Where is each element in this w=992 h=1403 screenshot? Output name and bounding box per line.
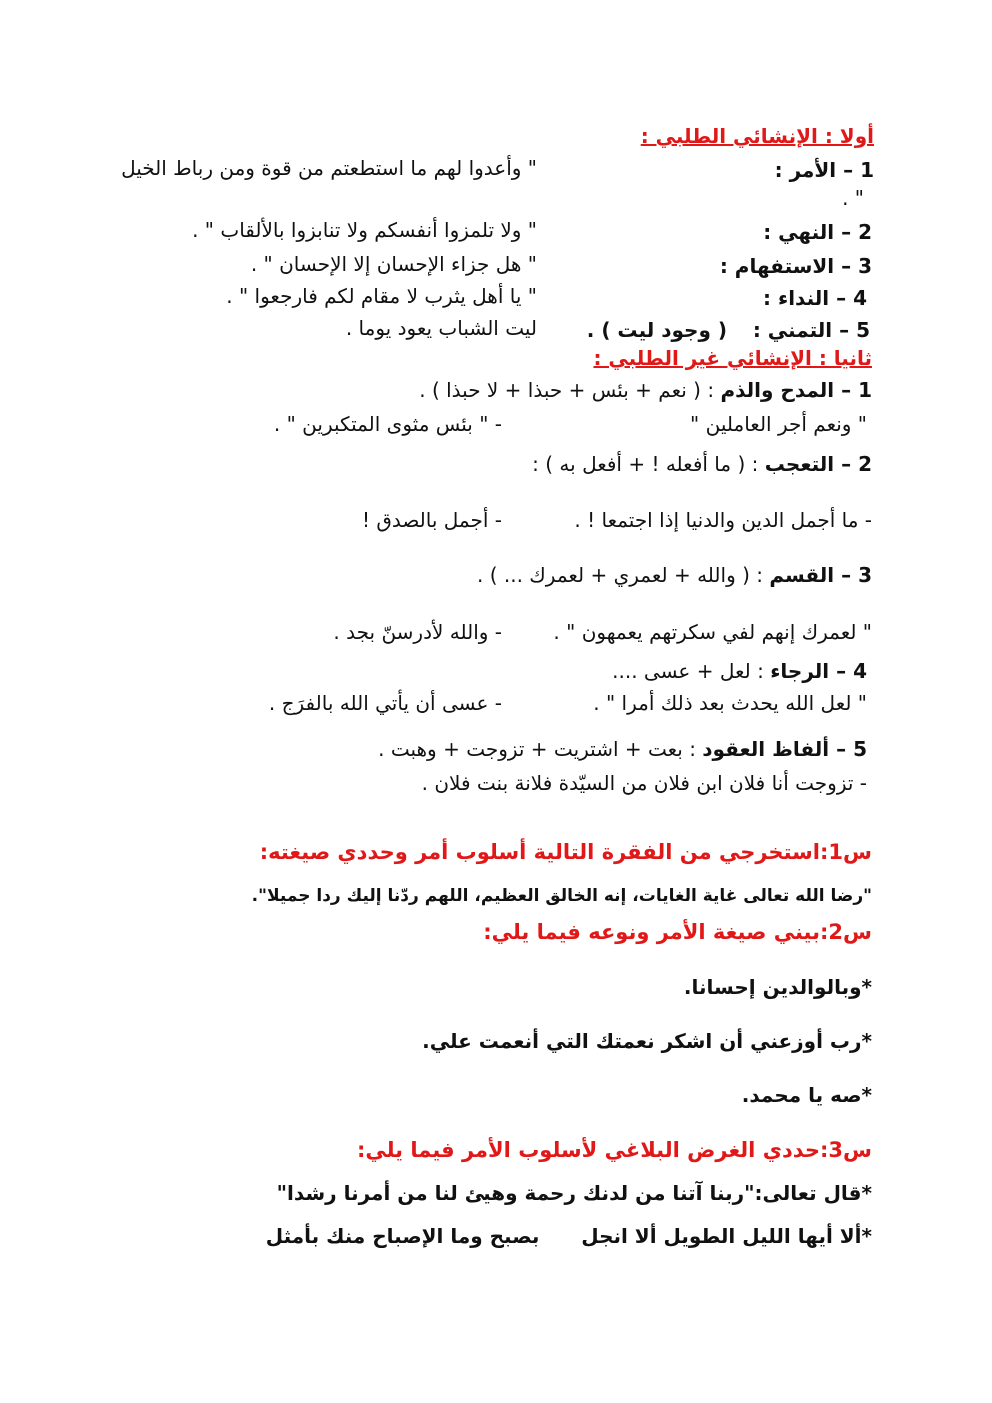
section2-item4-ex1: " لعل الله يحدث بعد ذلك أمرا " . <box>593 691 867 715</box>
section2-item3-rule: : ( والله + لعمري + لعمرك ... ) . <box>477 563 763 587</box>
section1-item1-label: 1 – الأمر : <box>774 158 874 182</box>
q2-item-2: *رب أوزعني أن اشكر نعمتك التي أنعمت علي. <box>422 1029 872 1053</box>
q2-item-3: *صه يا محمد. <box>741 1083 872 1107</box>
section1-item1-example: " وأعدوا لهم ما استطعتم من قوة ومن رباط الخيل <box>121 156 537 180</box>
q3-item-1: *قال تعالى:"ربنا آتنا من لدنك رحمة وهيئ لنا من أمرنا رشدا" <box>276 1181 872 1205</box>
section2-item1 <box>419 378 872 402</box>
section1-item2-example: " ولا تلمزوا أنفسكم ولا تنابزوا بالألقاب " . <box>192 218 537 242</box>
section2-item4-rule: : لعل + عسى .... <box>612 659 764 683</box>
section2-item5 <box>378 737 867 761</box>
section2-item4-label: 4 – الرجاء <box>770 659 867 683</box>
section1-item5-example: ليت الشباب يعود يوما . <box>345 316 537 340</box>
section2-item2-ex1: - ما أجمل الدين والدنيا إذا اجتمعا ! . <box>574 508 872 532</box>
section2-item1-ex1: " ونعم أجر العاملين " <box>690 412 867 436</box>
section1-item2-label: 2 – النهي : <box>763 220 872 244</box>
section2-title: ثانيا : الإنشائي غير الطلبي : <box>593 346 872 370</box>
section2-item2 <box>532 452 872 476</box>
section2-item5-label: 5 – ألفاظ العقود <box>702 737 867 761</box>
section1-item5-label: 5 – التمني : <box>752 318 870 342</box>
section2-item2-ex2: - أجمل بالصدق ! <box>361 508 502 532</box>
section1-item4-label: 4 – النداء : <box>763 286 867 310</box>
section2-item3 <box>477 563 872 587</box>
section2-item3-label: 3 – القسم <box>769 563 872 587</box>
section2-item3-ex2: - والله لأدرسنّ بجد . <box>333 620 502 644</box>
section1-item4-example: " يا أهل يثرب لا مقام لكم فارجعوا " . <box>226 284 537 308</box>
q3-title: س3:حددي الغرض البلاغي لأسلوب الأمر فيما يلي: <box>356 1138 872 1162</box>
section1-item5-note: ( وجود ليت ) . <box>586 318 727 342</box>
section2-item2-label: 2 – التعجب <box>764 452 872 476</box>
section1-item3-example: " هل جزاء الإحسان إلا الإحسان " . <box>250 252 537 276</box>
section2-item1-label: 1 – المدح والذم <box>720 378 872 402</box>
section2-item5-rule: : بعت + اشتريت + تزوجت + وهبت . <box>378 737 696 761</box>
q2-title: س2:بيني صيغة الأمر ونوعه فيما يلي: <box>483 920 872 944</box>
q1-text: "رضا الله تعالى غاية الغايات، إنه الخالق العظيم، اللهم ردّنا إليك ردا جميلا". <box>251 886 872 906</box>
section2-item2-rule: : ( ما أفعله ! + أفعل به ) : <box>532 452 759 476</box>
q1-title: س1:استخرجي من الفقرة التالية أسلوب أمر وحددي صيغته: <box>259 840 872 864</box>
q2-item-1: *وبالوالدين إحسانا. <box>683 975 872 999</box>
section1-item1-example-cont: " . <box>842 186 864 210</box>
section2-item4-ex2: - عسى أن يأتي الله بالفرَج . <box>268 691 502 715</box>
section1-item3-label: 3 – الاستفهام : <box>719 254 872 278</box>
section2-item1-ex2: - " بئس مثوى المتكبرين " . <box>273 412 502 436</box>
section2-item5-ex1: - تزوجت أنا فلان ابن فلان من السيّدة فلانة بنت فلان . <box>421 771 867 795</box>
section2-item1-rule: : ( نعم + بئس + حبذا + لا حبذا ) . <box>419 378 715 402</box>
q3-item-2: *ألا أيها الليل الطويل ألا انجل بصبح وما الإصباح منك بأمثل <box>265 1224 872 1248</box>
section1-title: أولا : الإنشائي الطلبي : <box>640 124 874 148</box>
section2-item4 <box>612 659 867 683</box>
section2-item3-ex1: " لعمرك إنهم لفي سكرتهم يعمهون " . <box>553 620 872 644</box>
